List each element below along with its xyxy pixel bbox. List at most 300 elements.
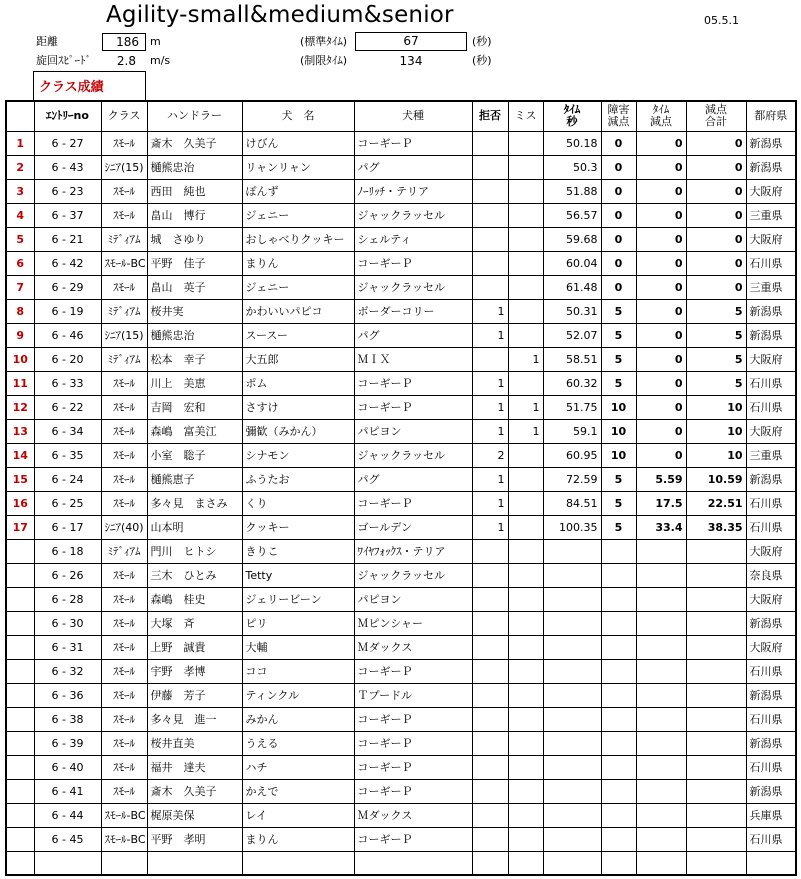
cell-refusal	[472, 707, 508, 731]
cell-time-penalty	[636, 683, 686, 707]
cell-rank	[6, 779, 34, 803]
cell-handler: 樋熊忠治	[147, 323, 242, 347]
cell-time-penalty: 0	[636, 371, 686, 395]
cell-dog: ジェニー	[242, 203, 354, 227]
cell-breed: Ｍダックス	[354, 803, 472, 827]
cell-time-penalty: 0	[636, 179, 686, 203]
cell-refusal: 1	[472, 299, 508, 323]
cell-time: 60.04	[543, 251, 601, 275]
distance-label: 距離	[36, 35, 58, 48]
cell-pref: 大阪府	[746, 539, 796, 563]
cell-dog: みかん	[242, 707, 354, 731]
table-row	[6, 467, 796, 491]
cell-miss	[508, 539, 543, 563]
cell-total: 38.35	[686, 515, 746, 539]
cell-dog	[242, 851, 354, 875]
cell-class: ｼﾆｱ(40)	[101, 515, 147, 539]
cell-time-penalty: 0	[636, 443, 686, 467]
cell-refusal	[472, 563, 508, 587]
col-obstacle	[601, 101, 636, 131]
cell-miss	[508, 779, 543, 803]
cell-time: 51.88	[543, 179, 601, 203]
table-row	[6, 851, 796, 875]
cell-entry: 6 - 26	[34, 563, 101, 587]
cell-rank	[6, 539, 34, 563]
cell-breed: コーギーＰ	[354, 251, 472, 275]
cell-time-penalty	[636, 851, 686, 875]
cell-pref: 石川県	[746, 371, 796, 395]
table-row	[6, 563, 796, 587]
cell-total: 10	[686, 419, 746, 443]
cell-pref: 大阪府	[746, 419, 796, 443]
cell-time-penalty: 0	[636, 419, 686, 443]
cell-class: ｽﾓｰﾙ	[101, 491, 147, 515]
cell-rank: 4	[6, 203, 34, 227]
cell-total	[686, 827, 746, 851]
cell-miss	[508, 683, 543, 707]
col-refusal: 拒否	[472, 101, 508, 131]
cell-breed	[354, 851, 472, 875]
distance-unit: m	[150, 35, 161, 48]
cell-time: 60.32	[543, 371, 601, 395]
cell-breed: コーギーＰ	[354, 659, 472, 683]
cell-class: ｽﾓｰﾙ	[101, 683, 147, 707]
cell-obstacle-penalty: 5	[601, 491, 636, 515]
cell-refusal: 1	[472, 467, 508, 491]
cell-dog: けびん	[242, 131, 354, 155]
cell-time	[543, 755, 601, 779]
cell-breed: パピヨン	[354, 587, 472, 611]
cell-dog: ふうたお	[242, 467, 354, 491]
cell-time-penalty: 0	[636, 203, 686, 227]
cell-entry: 6 - 39	[34, 731, 101, 755]
col-time-penalty-line1: ﾀｲﾑ	[652, 103, 670, 117]
cell-total	[686, 803, 746, 827]
col-total-line2: 合計	[705, 115, 727, 129]
cell-handler: 大塚 斉	[147, 611, 242, 635]
cell-dog: ティンクル	[242, 683, 354, 707]
table-row	[6, 539, 796, 563]
cell-breed: コーギーＰ	[354, 755, 472, 779]
col-time-line1: ﾀｲﾑ	[563, 103, 581, 117]
cell-time: 100.35	[543, 515, 601, 539]
table-row	[6, 203, 796, 227]
cell-time-penalty	[636, 539, 686, 563]
distance-value: 186	[102, 33, 146, 51]
cell-handler: 多々見 進一	[147, 707, 242, 731]
cell-refusal	[472, 755, 508, 779]
cell-rank: 16	[6, 491, 34, 515]
table-row	[6, 659, 796, 683]
cell-pref: 新潟県	[746, 611, 796, 635]
table-row	[6, 611, 796, 635]
cell-obstacle-penalty	[601, 659, 636, 683]
cell-obstacle-penalty	[601, 635, 636, 659]
cell-time-penalty	[636, 611, 686, 635]
cell-dog: スースー	[242, 323, 354, 347]
cell-rank: 7	[6, 275, 34, 299]
cell-entry: 6 - 18	[34, 539, 101, 563]
cell-time-penalty: 0	[636, 395, 686, 419]
cell-time: 61.48	[543, 275, 601, 299]
table-row	[6, 731, 796, 755]
cell-miss	[508, 659, 543, 683]
cell-dog: 大輔	[242, 635, 354, 659]
cell-time: 56.57	[543, 203, 601, 227]
cell-breed: パグ	[354, 467, 472, 491]
table-row	[6, 323, 796, 347]
cell-obstacle-penalty: 10	[601, 419, 636, 443]
cell-handler: 森嶋 富美江	[147, 419, 242, 443]
cell-class: ｽﾓｰﾙ	[101, 371, 147, 395]
cell-handler: 宇野 孝博	[147, 659, 242, 683]
cell-class: ｽﾓｰﾙ	[101, 779, 147, 803]
cell-breed: コーギーＰ	[354, 707, 472, 731]
cell-miss	[508, 371, 543, 395]
cell-time: 59.68	[543, 227, 601, 251]
cell-time	[543, 683, 601, 707]
cell-entry: 6 - 27	[34, 131, 101, 155]
cell-obstacle-penalty: 5	[601, 371, 636, 395]
cell-refusal	[472, 347, 508, 371]
cell-pref: 新潟県	[746, 131, 796, 155]
cell-time-penalty: 0	[636, 227, 686, 251]
cell-handler: 畠山 博行	[147, 203, 242, 227]
cell-rank: 9	[6, 323, 34, 347]
cell-entry: 6 - 17	[34, 515, 101, 539]
cell-pref: 三重県	[746, 443, 796, 467]
cell-rank: 3	[6, 179, 34, 203]
cell-refusal	[472, 203, 508, 227]
cell-class: ｽﾓｰﾙ-BC	[101, 803, 147, 827]
cell-refusal	[472, 803, 508, 827]
col-miss: ミス	[508, 101, 543, 131]
cell-rank	[6, 851, 34, 875]
cell-obstacle-penalty: 10	[601, 395, 636, 419]
cell-entry: 6 - 35	[34, 443, 101, 467]
cell-handler: 斎木 久美子	[147, 131, 242, 155]
cell-total: 10	[686, 395, 746, 419]
cell-breed: コーギーＰ	[354, 395, 472, 419]
cell-breed: Ｍダックス	[354, 635, 472, 659]
cell-pref: 新潟県	[746, 779, 796, 803]
cell-total: 0	[686, 155, 746, 179]
cell-refusal: 2	[472, 443, 508, 467]
cell-time-penalty: 17.5	[636, 491, 686, 515]
cell-rank: 6	[6, 251, 34, 275]
col-time	[543, 101, 601, 131]
cell-pref: 石川県	[746, 395, 796, 419]
cell-time: 52.07	[543, 323, 601, 347]
cell-dog: まりん	[242, 827, 354, 851]
cell-obstacle-penalty: 5	[601, 323, 636, 347]
cell-refusal: 1	[472, 515, 508, 539]
cell-handler: 平野 佳子	[147, 251, 242, 275]
cell-pref: 三重県	[746, 203, 796, 227]
cell-refusal	[472, 227, 508, 251]
cell-time: 72.59	[543, 467, 601, 491]
cell-pref: 大阪府	[746, 347, 796, 371]
cell-time	[543, 539, 601, 563]
cell-miss	[508, 635, 543, 659]
cell-entry: 6 - 30	[34, 611, 101, 635]
limit-time-unit: (秒)	[472, 54, 492, 67]
cell-obstacle-penalty	[601, 539, 636, 563]
cell-total	[686, 659, 746, 683]
cell-entry: 6 - 41	[34, 779, 101, 803]
cell-obstacle-penalty: 0	[601, 179, 636, 203]
results-table	[5, 100, 797, 876]
col-time-penalty-line2: 減点	[650, 115, 672, 129]
cell-entry: 6 - 21	[34, 227, 101, 251]
col-obstacle-line2: 減点	[607, 115, 630, 129]
cell-handler: 上野 誠貴	[147, 635, 242, 659]
cell-entry: 6 - 19	[34, 299, 101, 323]
cell-handler: 小室 聡子	[147, 443, 242, 467]
cell-handler: 森嶋 桂史	[147, 587, 242, 611]
cell-refusal	[472, 539, 508, 563]
cell-class: ｽﾓｰﾙ	[101, 131, 147, 155]
cell-time-penalty: 0	[636, 323, 686, 347]
cell-obstacle-penalty	[601, 683, 636, 707]
table-header-row	[6, 101, 796, 131]
cell-obstacle-penalty: 5	[601, 467, 636, 491]
cell-entry: 6 - 45	[34, 827, 101, 851]
cell-rank: 5	[6, 227, 34, 251]
cell-dog: さすけ	[242, 395, 354, 419]
cell-rank: 12	[6, 395, 34, 419]
cell-class: ｼﾆｱ(15)	[101, 155, 147, 179]
cell-total: 5	[686, 323, 746, 347]
table-row	[6, 779, 796, 803]
cell-refusal	[472, 779, 508, 803]
cell-entry: 6 - 37	[34, 203, 101, 227]
cell-miss: 1	[508, 395, 543, 419]
cell-handler: 松本 幸子	[147, 347, 242, 371]
cell-entry: 6 - 43	[34, 155, 101, 179]
cell-handler	[147, 851, 242, 875]
cell-class: ｽﾓｰﾙ	[101, 395, 147, 419]
table-row	[6, 803, 796, 827]
cell-total	[686, 539, 746, 563]
cell-entry	[34, 851, 101, 875]
table-row	[6, 419, 796, 443]
cell-total: 5	[686, 299, 746, 323]
cell-miss	[508, 827, 543, 851]
col-pref: 都府県	[746, 101, 796, 131]
cell-breed: コーギーＰ	[354, 131, 472, 155]
cell-time	[543, 563, 601, 587]
cell-pref: 新潟県	[746, 155, 796, 179]
cell-dog: ポム	[242, 371, 354, 395]
cell-miss	[508, 203, 543, 227]
cell-entry: 6 - 22	[34, 395, 101, 419]
cell-rank	[6, 803, 34, 827]
cell-class: ｽﾓｰﾙ	[101, 731, 147, 755]
cell-refusal: 1	[472, 323, 508, 347]
cell-time-penalty	[636, 587, 686, 611]
cell-obstacle-penalty	[601, 707, 636, 731]
cell-total: 5	[686, 347, 746, 371]
cell-dog: まりん	[242, 251, 354, 275]
col-total	[686, 101, 746, 131]
cell-class: ｽﾓｰﾙ	[101, 443, 147, 467]
cell-time: 60.95	[543, 443, 601, 467]
cell-refusal	[472, 851, 508, 875]
cell-time	[543, 779, 601, 803]
col-handler: ハンドラー	[147, 101, 242, 131]
cell-obstacle-penalty	[601, 779, 636, 803]
cell-obstacle-penalty	[601, 563, 636, 587]
cell-total	[686, 611, 746, 635]
cell-rank	[6, 755, 34, 779]
cell-miss	[508, 251, 543, 275]
cell-class: ﾐﾃﾞｨｱﾑ	[101, 299, 147, 323]
cell-rank: 15	[6, 467, 34, 491]
cell-handler: 畠山 英子	[147, 275, 242, 299]
table-row	[6, 251, 796, 275]
cell-miss: 1	[508, 419, 543, 443]
cell-time-penalty: 0	[636, 251, 686, 275]
cell-total: 0	[686, 227, 746, 251]
cell-time-penalty: 33.4	[636, 515, 686, 539]
cell-time-penalty	[636, 707, 686, 731]
cell-dog: かわいいパピコ	[242, 299, 354, 323]
cell-handler: 桜井実	[147, 299, 242, 323]
cell-time: 50.18	[543, 131, 601, 155]
cell-dog: ぽんず	[242, 179, 354, 203]
cell-time	[543, 731, 601, 755]
cell-handler: 福井 達夫	[147, 755, 242, 779]
cell-entry: 6 - 28	[34, 587, 101, 611]
cell-time-penalty: 0	[636, 299, 686, 323]
cell-time-penalty: 5.59	[636, 467, 686, 491]
table-row	[6, 755, 796, 779]
cell-time	[543, 635, 601, 659]
cell-total: 0	[686, 179, 746, 203]
cell-obstacle-penalty: 0	[601, 131, 636, 155]
cell-class: ｽﾓｰﾙ	[101, 275, 147, 299]
table-row	[6, 515, 796, 539]
std-time-value: 67	[355, 32, 467, 51]
cell-obstacle-penalty: 5	[601, 299, 636, 323]
cell-obstacle-penalty	[601, 851, 636, 875]
cell-pref: 新潟県	[746, 467, 796, 491]
cell-class: ｽﾓｰﾙ	[101, 587, 147, 611]
cell-breed: コーギーＰ	[354, 827, 472, 851]
cell-obstacle-penalty	[601, 803, 636, 827]
cell-dog: ハチ	[242, 755, 354, 779]
cell-obstacle-penalty: 0	[601, 227, 636, 251]
col-total-line1: 減点	[705, 103, 727, 117]
cell-time-penalty	[636, 779, 686, 803]
cell-time-penalty: 0	[636, 347, 686, 371]
cell-breed: ＭＩＸ	[354, 347, 472, 371]
cell-handler: 山本明	[147, 515, 242, 539]
cell-total	[686, 683, 746, 707]
cell-class: ﾐﾃﾞｨｱﾑ	[101, 227, 147, 251]
cell-pref: 石川県	[746, 827, 796, 851]
cell-dog: うえる	[242, 731, 354, 755]
cell-time	[543, 587, 601, 611]
table-row	[6, 347, 796, 371]
col-dog: 犬 名	[242, 101, 354, 131]
col-entry: ｴﾝﾄﾘｰno	[34, 101, 101, 131]
cell-entry: 6 - 31	[34, 635, 101, 659]
cell-rank	[6, 827, 34, 851]
table-row	[6, 275, 796, 299]
cell-refusal: 1	[472, 419, 508, 443]
cell-miss	[508, 611, 543, 635]
cell-total	[686, 563, 746, 587]
cell-dog: シナモン	[242, 443, 354, 467]
cell-obstacle-penalty: 5	[601, 515, 636, 539]
cell-breed: パグ	[354, 323, 472, 347]
cell-miss	[508, 755, 543, 779]
cell-class: ｽﾓｰﾙ-BC	[101, 827, 147, 851]
cell-refusal	[472, 131, 508, 155]
cell-miss	[508, 299, 543, 323]
cell-handler: 城 さゆり	[147, 227, 242, 251]
table-row	[6, 179, 796, 203]
cell-time	[543, 659, 601, 683]
cell-dog: Tetty	[242, 563, 354, 587]
cell-time: 59.1	[543, 419, 601, 443]
cell-total: 10	[686, 443, 746, 467]
cell-obstacle-penalty	[601, 731, 636, 755]
cell-handler: 梶原美保	[147, 803, 242, 827]
cell-miss	[508, 851, 543, 875]
cell-miss	[508, 707, 543, 731]
table-row	[6, 827, 796, 851]
cell-time-penalty	[636, 755, 686, 779]
cell-miss	[508, 131, 543, 155]
cell-pref: 新潟県	[746, 683, 796, 707]
cell-rank: 13	[6, 419, 34, 443]
cell-breed: コーギーＰ	[354, 491, 472, 515]
cell-refusal	[472, 587, 508, 611]
cell-entry: 6 - 46	[34, 323, 101, 347]
cell-breed: Ｍピンシャー	[354, 611, 472, 635]
cell-pref: 三重県	[746, 275, 796, 299]
cell-rank	[6, 683, 34, 707]
col-breed: 犬種	[354, 101, 472, 131]
cell-total	[686, 755, 746, 779]
cell-class	[101, 851, 147, 875]
cell-rank	[6, 587, 34, 611]
cell-dog: ピリ	[242, 611, 354, 635]
cell-rank: 14	[6, 443, 34, 467]
cell-refusal	[472, 155, 508, 179]
cell-handler: 伊藤 芳子	[147, 683, 242, 707]
cell-class: ｽﾓｰﾙ	[101, 707, 147, 731]
cell-refusal	[472, 827, 508, 851]
cell-class: ｽﾓｰﾙ-BC	[101, 251, 147, 275]
col-time-line2: 秒	[566, 115, 578, 129]
table-row	[6, 491, 796, 515]
cell-pref: 新潟県	[746, 731, 796, 755]
cell-miss	[508, 803, 543, 827]
cell-breed: コーギーＰ	[354, 371, 472, 395]
cell-rank: 8	[6, 299, 34, 323]
cell-class: ｽﾓｰﾙ	[101, 179, 147, 203]
cell-breed: ボーダーコリー	[354, 299, 472, 323]
cell-pref: 石川県	[746, 755, 796, 779]
table-row	[6, 227, 796, 251]
col-rank	[6, 101, 34, 131]
table-row	[6, 371, 796, 395]
cell-pref: 新潟県	[746, 323, 796, 347]
